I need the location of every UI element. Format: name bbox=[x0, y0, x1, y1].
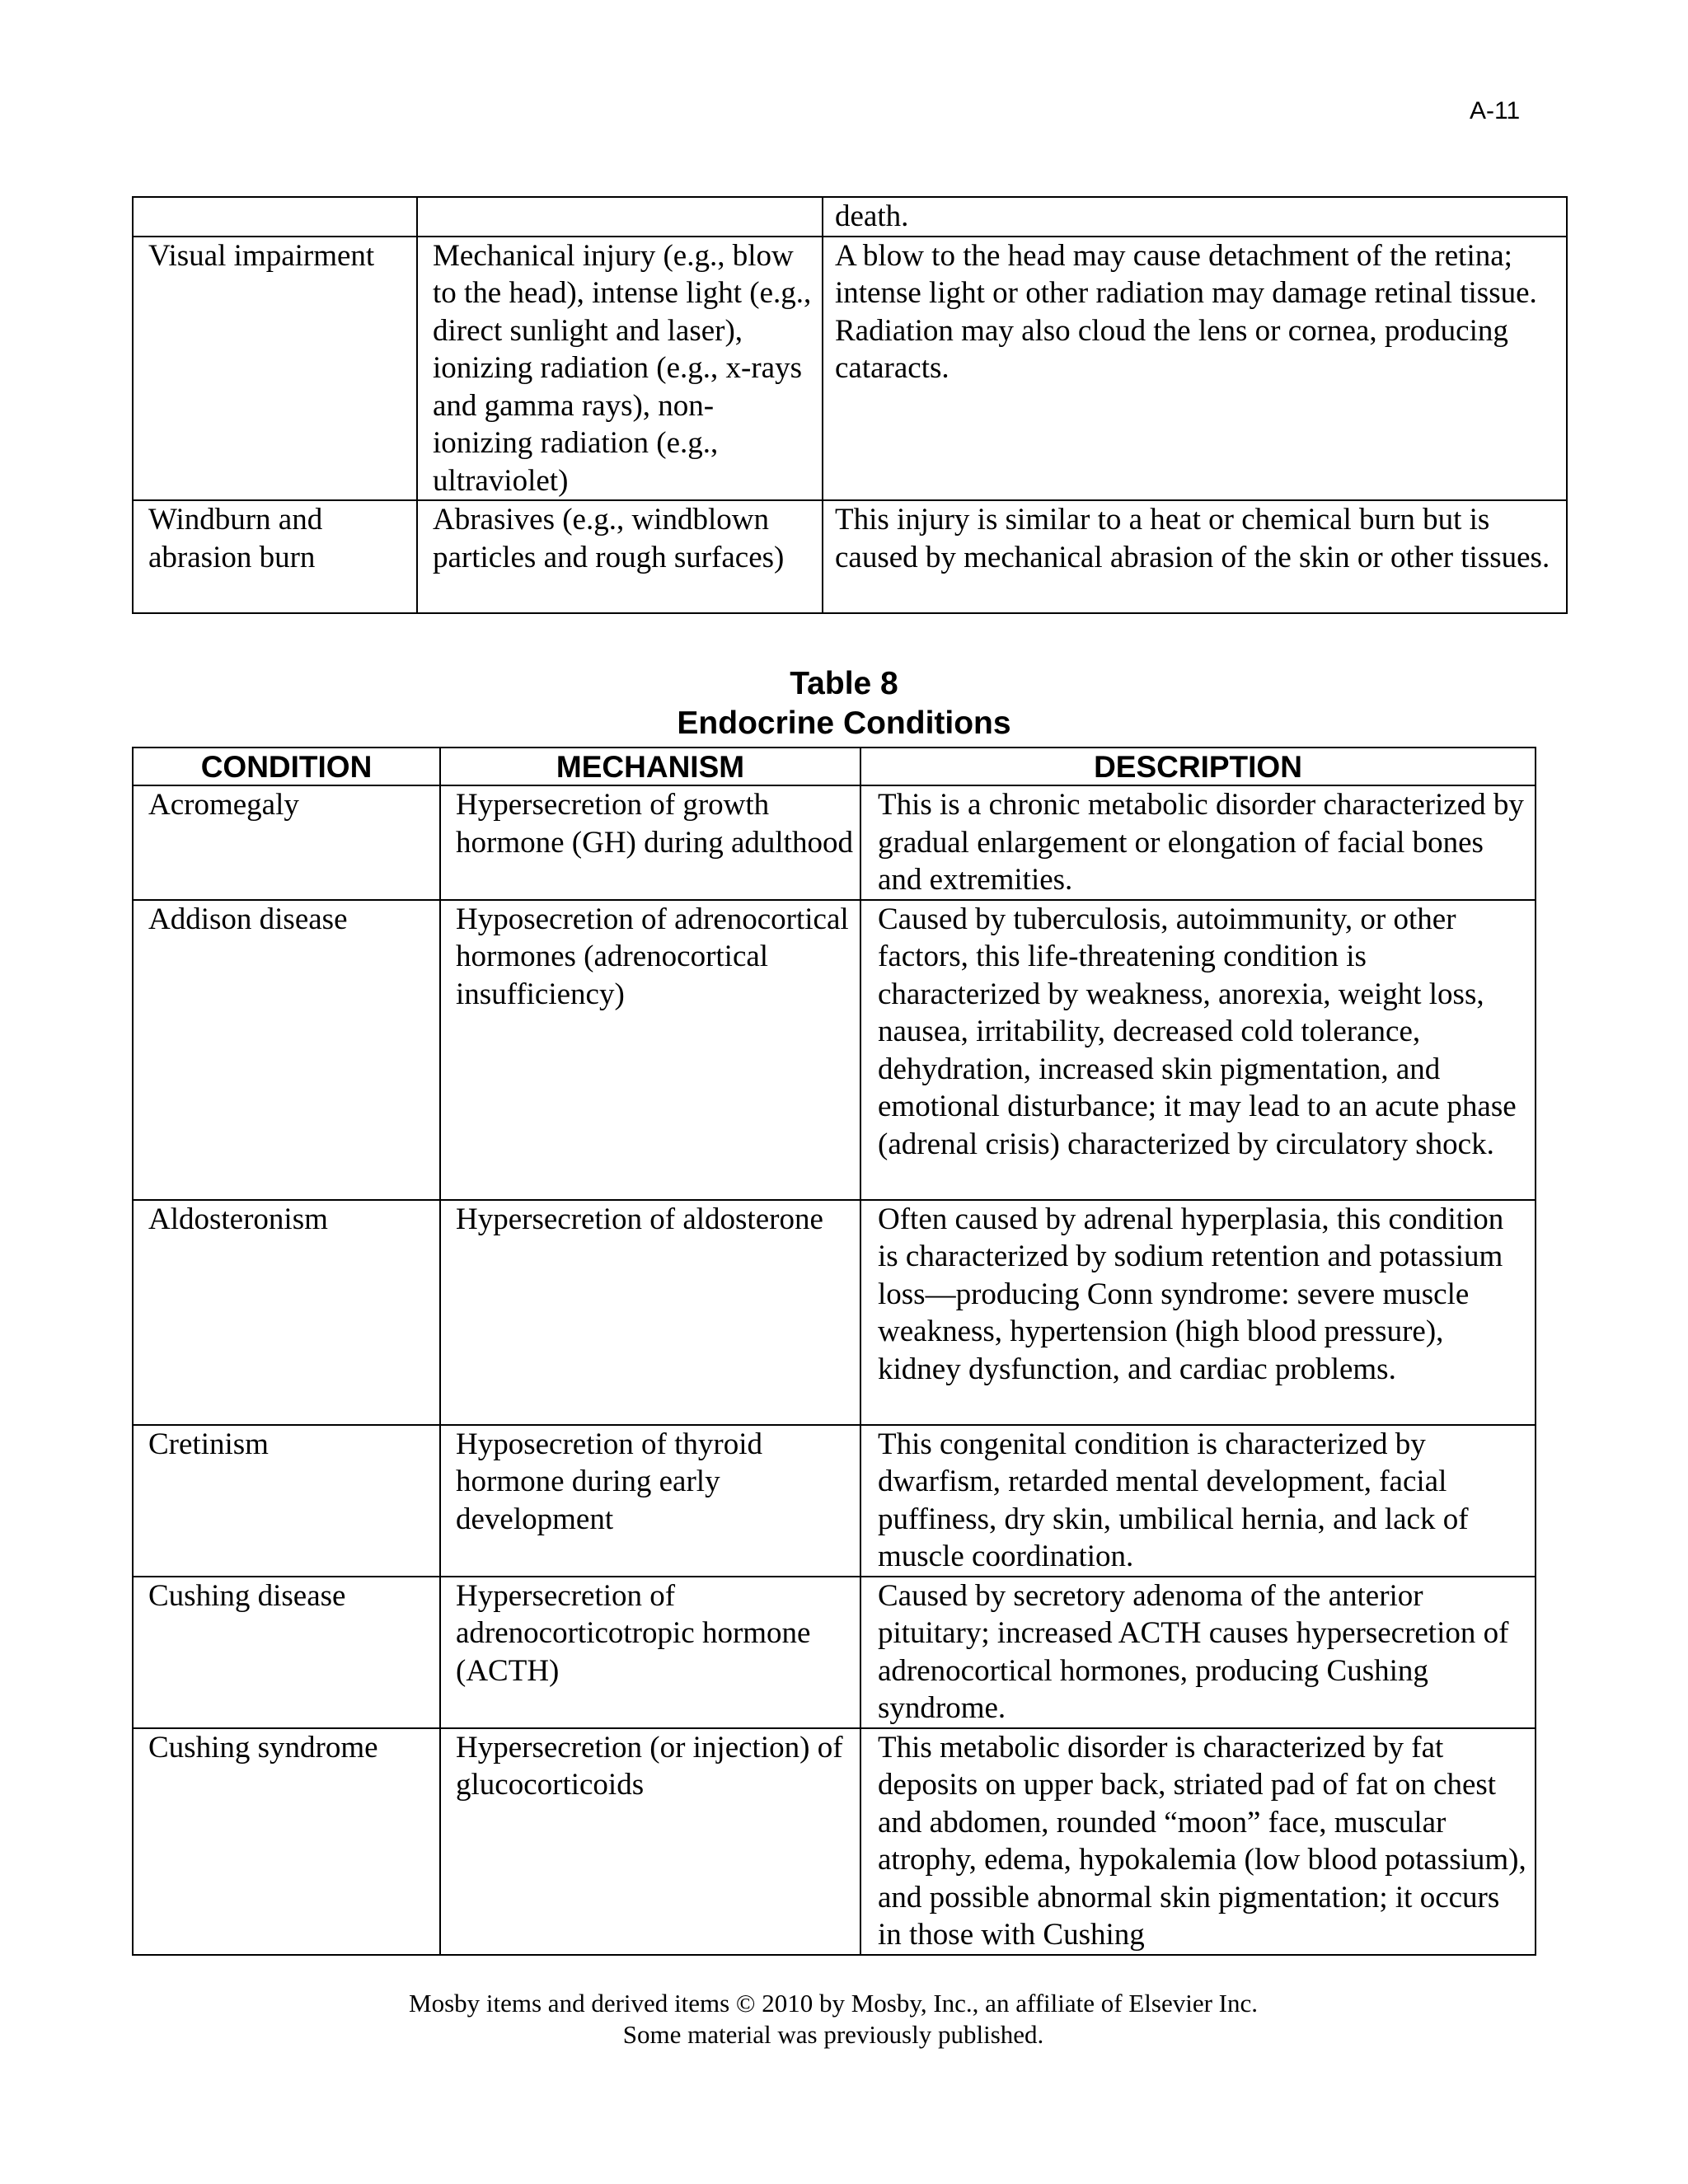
description-cell: Often caused by adrenal hyperplasia, this condition is characterized by sodium retention and potassium loss—producing Conn syndrome: severe muscle weakness, hypertension (high blood pressure), kidney dysfunction, and cardiac problems. bbox=[860, 1200, 1536, 1425]
mechanism-cell: Hypersecretion of growth hormone (GH) during adulthood bbox=[440, 785, 860, 900]
column-header-mechanism: MECHANISM bbox=[440, 748, 860, 785]
mechanism-cell: Hyposecretion of thyroid hormone during early development bbox=[440, 1425, 860, 1577]
copyright-notice: Mosby items and derived items © 2010 by Mosby, Inc., an affiliate of Elsevier Inc. bbox=[409, 1989, 1258, 2018]
condition-cell: Visual impairment bbox=[133, 237, 417, 501]
continued-table bbox=[132, 196, 1568, 614]
column-header-description: DESCRIPTION bbox=[860, 748, 1536, 785]
mechanism-cell: Hypersecretion (or injection) of glucocorticoids bbox=[440, 1728, 860, 1955]
condition-cell: Addison disease bbox=[133, 900, 440, 1200]
description-cell: This metabolic disorder is characterized by fat deposits on upper back, striated pad of fat on chest and abdomen, rounded “moon” face, muscular atrophy, edema, hypokalemia (low blood potassium), and possible abnormal skin pigmentation; it occurs in those with Cushing bbox=[860, 1728, 1536, 1955]
publication-note: Some material was previously published. bbox=[622, 2020, 1044, 2049]
condition-cell: Cretinism bbox=[133, 1425, 440, 1577]
mechanism-cell: Hypersecretion of adrenocorticotropic hormone (ACTH) bbox=[440, 1577, 860, 1728]
description-cell: This is a chronic metabolic disorder characterized by gradual enlargement or elongation of facial bones and extremities. bbox=[860, 785, 1536, 900]
condition-cell: Aldosteronism bbox=[133, 1200, 440, 1425]
description-cell: This congenital condition is characterized by dwarfism, retarded mental development, facial puffiness, dry skin, umbilical hernia, and lack of muscle coordination. bbox=[860, 1425, 1536, 1577]
description-cell: This injury is similar to a heat or chemical burn but is caused by mechanical abrasion of the skin or other tissues. bbox=[823, 500, 1567, 613]
table-subtitle: Endocrine Conditions bbox=[677, 705, 1011, 741]
table-row bbox=[133, 500, 1567, 613]
table-row bbox=[133, 785, 1536, 900]
condition-cell: Windburn and abrasion burn bbox=[133, 500, 417, 613]
column-header-condition: CONDITION bbox=[133, 748, 440, 785]
table-header-row bbox=[133, 748, 1536, 785]
description-cell: Caused by secretory adenoma of the anterior pituitary; increased ACTH causes hypersecretion of adrenocortical hormones, producing Cushing syndrome. bbox=[860, 1577, 1536, 1728]
table-title: Table 8 bbox=[790, 666, 898, 701]
table-row bbox=[133, 1577, 1536, 1728]
description-cell: Caused by tuberculosis, autoimmunity, or other factors, this life-threatening condition is characterized by weakness, anorexia, weight loss, nausea, irritability, decreased cold tolerance, dehydration, increased skin pigmentation, and emotional disturbance; it may lead to an acute phase (adrenal crisis) characterized by circulatory shock. bbox=[860, 900, 1536, 1200]
description-cell: death. bbox=[823, 197, 1567, 237]
page-number: A-11 bbox=[1470, 97, 1521, 124]
footer bbox=[0, 1988, 1667, 2050]
condition-cell bbox=[133, 197, 417, 237]
condition-cell: Cushing syndrome bbox=[133, 1728, 440, 1955]
condition-cell: Cushing disease bbox=[133, 1577, 440, 1728]
table-row bbox=[133, 197, 1567, 237]
table-row bbox=[133, 900, 1536, 1200]
mechanism-cell: Hypersecretion of aldosterone bbox=[440, 1200, 860, 1425]
mechanism-cell: Hyposecretion of adrenocortical hormones (adrenocortical insufficiency) bbox=[440, 900, 860, 1200]
mechanism-cell bbox=[417, 197, 823, 237]
condition-cell: Acromegaly bbox=[133, 785, 440, 900]
mechanism-cell: Mechanical injury (e.g., blow to the head), intense light (e.g., direct sunlight and laser), ionizing radiation (e.g., x-rays and gamma rays), non-ionizing radiation (e.g., ultraviolet) bbox=[417, 237, 823, 501]
table-row bbox=[133, 1200, 1536, 1425]
description-cell: A blow to the head may cause detachment of the retina; intense light or other radiation may damage retinal tissue. Radiation may also cloud the lens or cornea, producing cataracts. bbox=[823, 237, 1567, 501]
endocrine-conditions-table bbox=[132, 747, 1536, 1956]
mechanism-cell: Abrasives (e.g., windblown particles and rough surfaces) bbox=[417, 500, 823, 613]
table-row bbox=[133, 237, 1567, 501]
table-row bbox=[133, 1728, 1536, 1955]
table-row bbox=[133, 1425, 1536, 1577]
